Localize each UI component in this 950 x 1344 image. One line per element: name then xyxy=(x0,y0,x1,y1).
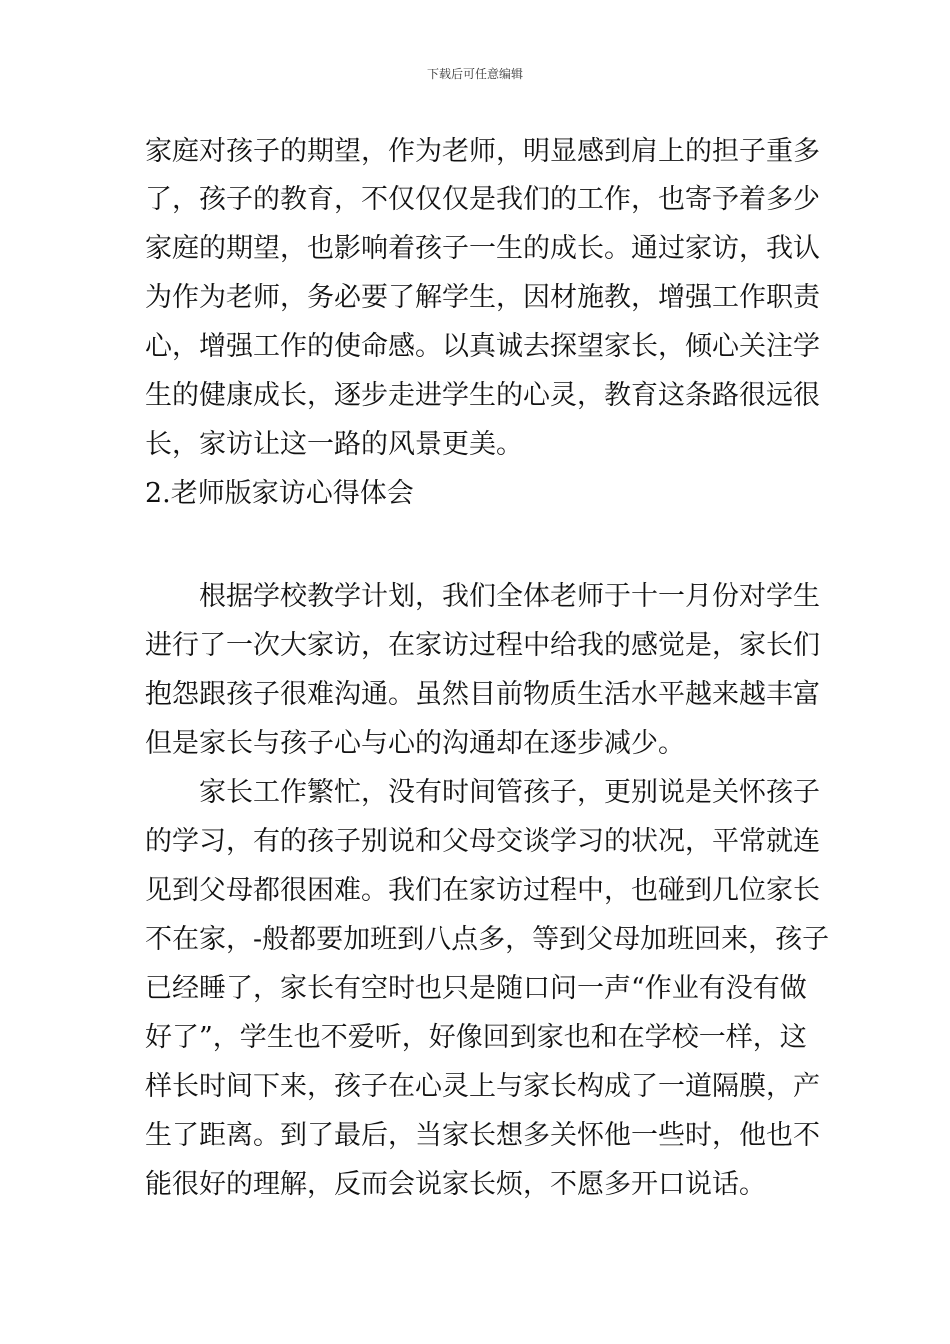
text-line: 家庭的期望，也影响着孩子一生的成长。通过家访，我认 xyxy=(145,233,820,264)
text-line: 生了距离。到了最后，当家长想多关怀他一些时，他也不 xyxy=(145,1120,820,1151)
text-line: 但是家长与孩子心与心的沟通却在逐步减少。 xyxy=(145,728,685,759)
text-line: 了，孩子的教育，不仅仅仅是我们的工作，也寄予着多少 xyxy=(145,184,820,215)
text-line: 根据学校教学计划，我们全体老师于十一月份对学生 xyxy=(199,581,820,612)
text-line: 见到父母都很困难。我们在家访过程中，也碰到几位家长 xyxy=(145,875,820,906)
text-line: 的学习，有的孩子别说和父母交谈学习的状况，平常就连 xyxy=(145,826,820,857)
text-line: 心，增强工作的使命感。以真诚去探望家长，倾心关注学 xyxy=(145,331,820,362)
text-line: 已经睡了，家长有空时也只是随口问一声“作业有没有做 xyxy=(145,973,807,1004)
text-line: 好了”，学生也不爱听，好像回到家也和在学校一样，这 xyxy=(145,1022,807,1053)
text-line: 生的健康成长，逐步走进学生的心灵，教育这条路很远很 xyxy=(145,380,820,411)
text-line: 为作为老师，务必要了解学生，因材施教，增强工作职责 xyxy=(145,282,820,313)
page-header: 下载后可任意编辑 xyxy=(426,67,523,81)
text-line: 家庭对孩子的期望，作为老师，明显感到肩上的担子重多 xyxy=(145,136,820,167)
text-line: 家长工作繁忙，没有时间管孩子，更别说是关怀孩子 xyxy=(199,777,820,808)
text-line: 能很好的理解，反而会说家长烦，不愿多开口说话。 xyxy=(145,1169,766,1200)
text-line: 长，家访让这一路的风景更美。 xyxy=(145,429,523,460)
text-line: 进行了一次大家访，在家访过程中给我的感觉是，家长们 xyxy=(145,630,820,661)
section-heading: 2.老师版家访心得体会 xyxy=(145,478,414,509)
text-line: 样长时间下来，孩子在心灵上与家长构成了一道隔膜，产 xyxy=(145,1071,820,1102)
text-line: 抱怨跟孩子很难沟通。虽然目前物质生活水平越来越丰富 xyxy=(145,679,820,710)
text-line: 不在家，-般都要加班到八点多，等到父母加班回来，孩子 xyxy=(145,924,830,955)
